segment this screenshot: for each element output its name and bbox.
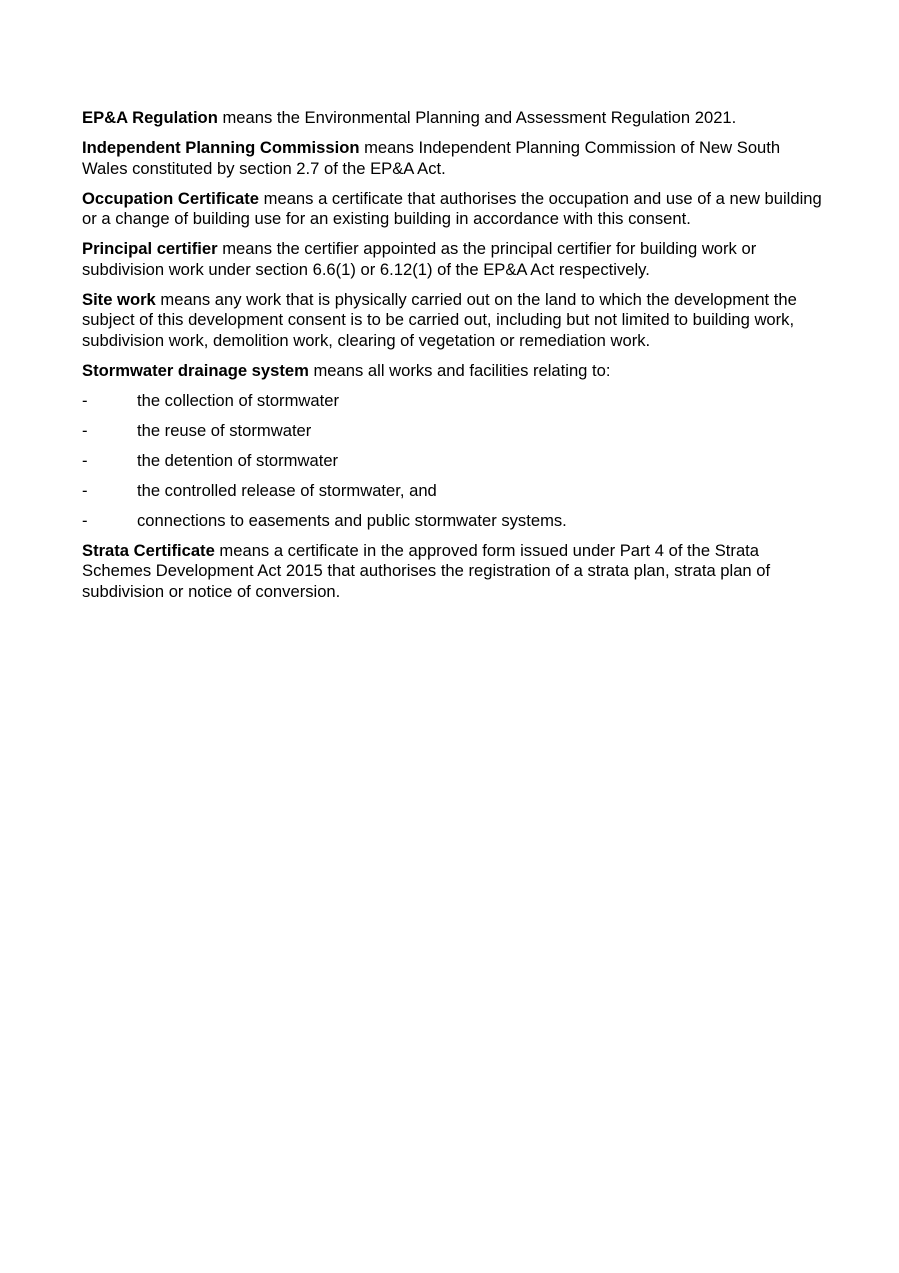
dash-marker: - xyxy=(82,510,88,530)
document-page xyxy=(82,108,822,612)
dash-marker: - xyxy=(82,390,88,410)
definition-principal-certifier xyxy=(82,239,822,280)
definition-term: Occupation Certificate xyxy=(82,188,260,208)
definition-text: means the Environmental Planning and Assessment Regulation 2021. xyxy=(217,108,737,127)
definition-term: EP&A Regulation xyxy=(82,108,218,127)
definition-term: Stormwater drainage system xyxy=(82,360,309,380)
definition-text: means a certificate that authorises the occupation and use of a new building or a change of building use for an existing building in accordance with this consent. xyxy=(82,188,822,229)
definition-occupation-certificate xyxy=(82,189,822,230)
definition-text: means any work that is physically carried out on the land to which the development the subject of this development consent is to be carried out, including but not limited to building work, subdivision work, demolition work, clearing of vegetation or remediation work. xyxy=(82,289,797,350)
list-item xyxy=(82,391,822,412)
definition-term: Site work xyxy=(82,289,156,309)
list-item-text: the collection of stormwater xyxy=(137,390,339,410)
list-item-text: the controlled release of stormwater, and xyxy=(137,480,437,500)
definition-term: Principal certifier xyxy=(82,239,218,259)
list-item xyxy=(82,451,822,472)
list-item-text: the reuse of stormwater xyxy=(137,420,312,440)
list-item xyxy=(82,421,822,442)
stormwater-items-list xyxy=(82,391,822,532)
list-item-text: connections to easements and public stormwater systems. xyxy=(137,510,567,530)
definition-text: means the certifier appointed as the principal certifier for building work or subdivision work under section 6.6(1) or 6.12(1) of the EP&A Act respectively. xyxy=(82,239,757,279)
list-item xyxy=(82,481,822,502)
definition-term: Strata Certificate xyxy=(82,540,215,560)
dash-marker: - xyxy=(82,450,88,470)
definition-text: means all works and facilities relating to: xyxy=(308,360,611,380)
dash-marker: - xyxy=(82,420,88,440)
definition-text: means a certificate in the approved form issued under Part 4 of the Strata Schemes Development Act 2015 that authorises the registration of a strata plan, strata plan of subdivision or notice of conversion. xyxy=(82,540,771,601)
definition-epa-regulation xyxy=(82,108,822,129)
definition-site-work xyxy=(82,290,822,352)
dash-marker: - xyxy=(82,480,88,500)
definition-term: Independent Planning Commission xyxy=(82,137,360,157)
list-item xyxy=(82,511,822,532)
list-item-text: the detention of stormwater xyxy=(137,450,339,470)
definition-strata-certificate xyxy=(82,541,822,603)
definition-independent-planning-commission xyxy=(82,138,822,179)
definition-stormwater-drainage-system xyxy=(82,361,822,382)
definition-text: means Independent Planning Commission of New South Wales constituted by section 2.7 of the EP&A Act. xyxy=(82,137,781,178)
